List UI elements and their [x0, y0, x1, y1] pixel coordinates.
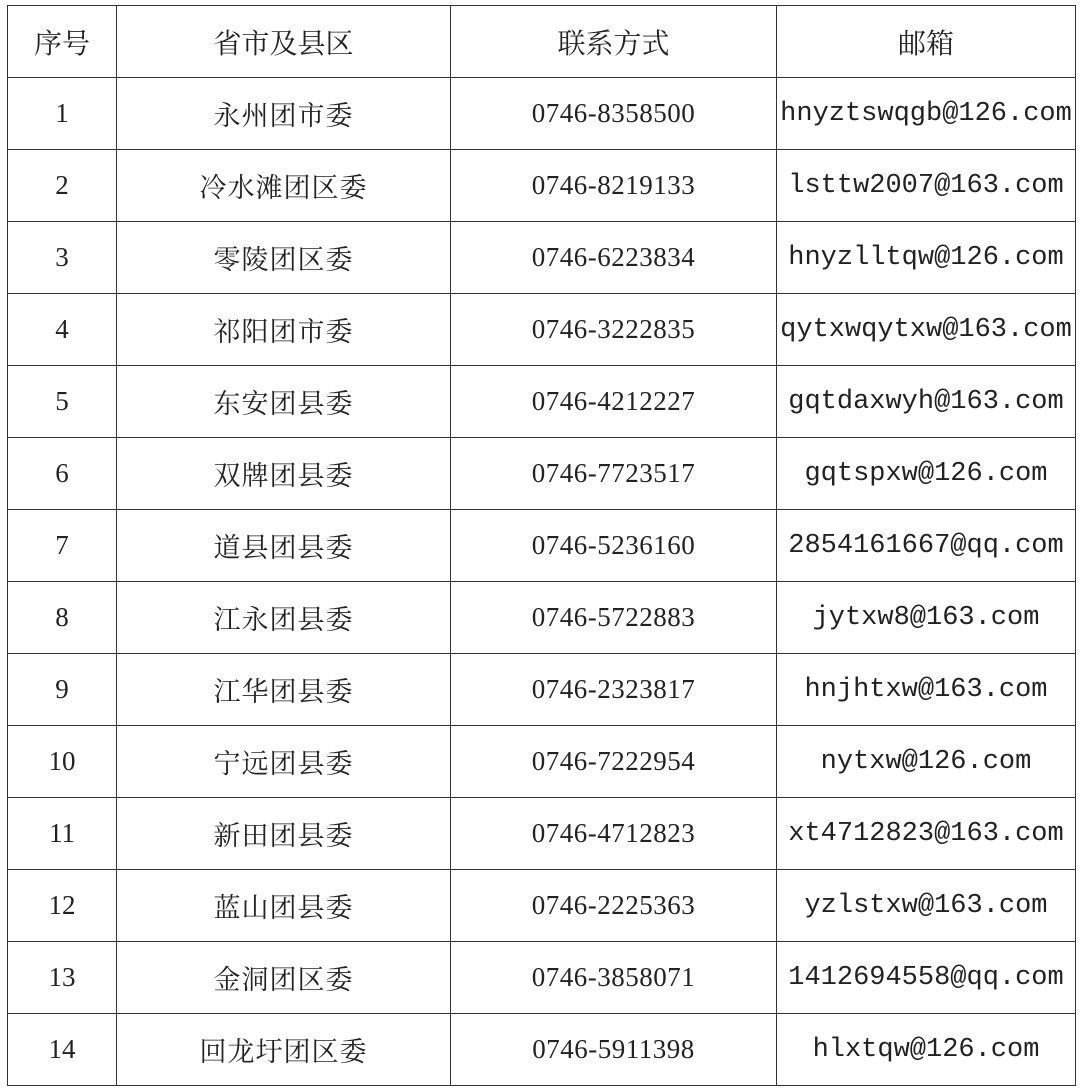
- cell-phone: 0746-5911398: [451, 1014, 777, 1086]
- cell-email: hnjhtxw@163.com: [777, 654, 1076, 726]
- table-row: [8, 294, 1076, 366]
- cell-region: 宁远团县委: [117, 726, 451, 798]
- cell-region: 祁阳团市委: [117, 294, 451, 366]
- cell-email: gqtdaxwyh@163.com: [777, 366, 1076, 438]
- cell-phone: 0746-7222954: [451, 726, 777, 798]
- table-row: [8, 870, 1076, 942]
- cell-phone: 0746-3222835: [451, 294, 777, 366]
- cell-email: gqtspxw@126.com: [777, 438, 1076, 510]
- cell-index: 5: [8, 366, 117, 438]
- cell-index: 8: [8, 582, 117, 654]
- header-region: 省市及县区: [117, 6, 451, 78]
- cell-phone: 0746-8358500: [451, 78, 777, 150]
- cell-region: 双牌团县委: [117, 438, 451, 510]
- table-row: [8, 438, 1076, 510]
- cell-phone: 0746-2323817: [451, 654, 777, 726]
- table-row: [8, 942, 1076, 1014]
- cell-email: hnyzlltqw@126.com: [777, 222, 1076, 294]
- cell-index: 7: [8, 510, 117, 582]
- table-row: [8, 366, 1076, 438]
- cell-phone: 0746-4212227: [451, 366, 777, 438]
- cell-index: 6: [8, 438, 117, 510]
- table-row: [8, 510, 1076, 582]
- contact-table: [7, 5, 1076, 1086]
- table-header-row: [8, 6, 1076, 78]
- table-row: [8, 654, 1076, 726]
- cell-region: 江华团县委: [117, 654, 451, 726]
- cell-phone: 0746-4712823: [451, 798, 777, 870]
- cell-region: 道县团县委: [117, 510, 451, 582]
- cell-index: 14: [8, 1014, 117, 1086]
- table-row: [8, 726, 1076, 798]
- cell-index: 11: [8, 798, 117, 870]
- cell-phone: 0746-3858071: [451, 942, 777, 1014]
- cell-region: 冷水滩团区委: [117, 150, 451, 222]
- cell-email: hnyztswqgb@126.com: [777, 78, 1076, 150]
- cell-index: 13: [8, 942, 117, 1014]
- cell-phone: 0746-2225363: [451, 870, 777, 942]
- cell-email: qytxwqytxw@163.com: [777, 294, 1076, 366]
- cell-phone: 0746-5236160: [451, 510, 777, 582]
- cell-index: 9: [8, 654, 117, 726]
- table-row: [8, 222, 1076, 294]
- header-email: 邮箱: [777, 6, 1076, 78]
- table-row: [8, 582, 1076, 654]
- cell-index: 1: [8, 78, 117, 150]
- cell-index: 12: [8, 870, 117, 942]
- table-row: [8, 150, 1076, 222]
- cell-index: 3: [8, 222, 117, 294]
- cell-region: 蓝山团县委: [117, 870, 451, 942]
- cell-email: 2854161667@qq.com: [777, 510, 1076, 582]
- cell-email: lsttw2007@163.com: [777, 150, 1076, 222]
- cell-region: 永州团市委: [117, 78, 451, 150]
- cell-email: yzlstxw@163.com: [777, 870, 1076, 942]
- cell-email: hlxtqw@126.com: [777, 1014, 1076, 1086]
- cell-phone: 0746-6223834: [451, 222, 777, 294]
- cell-region: 零陵团区委: [117, 222, 451, 294]
- cell-region: 回龙圩团区委: [117, 1014, 451, 1086]
- header-phone: 联系方式: [451, 6, 777, 78]
- cell-phone: 0746-5722883: [451, 582, 777, 654]
- table-row: [8, 1014, 1076, 1086]
- cell-region: 金洞团区委: [117, 942, 451, 1014]
- table-row: [8, 798, 1076, 870]
- cell-index: 4: [8, 294, 117, 366]
- cell-email: nytxw@126.com: [777, 726, 1076, 798]
- cell-phone: 0746-8219133: [451, 150, 777, 222]
- table-body: [8, 78, 1076, 1086]
- cell-region: 东安团县委: [117, 366, 451, 438]
- cell-index: 2: [8, 150, 117, 222]
- cell-region: 江永团县委: [117, 582, 451, 654]
- cell-email: jytxw8@163.com: [777, 582, 1076, 654]
- cell-index: 10: [8, 726, 117, 798]
- cell-region: 新田团县委: [117, 798, 451, 870]
- cell-phone: 0746-7723517: [451, 438, 777, 510]
- cell-email: 1412694558@qq.com: [777, 942, 1076, 1014]
- table-row: [8, 78, 1076, 150]
- header-index: 序号: [8, 6, 117, 78]
- cell-email: xt4712823@163.com: [777, 798, 1076, 870]
